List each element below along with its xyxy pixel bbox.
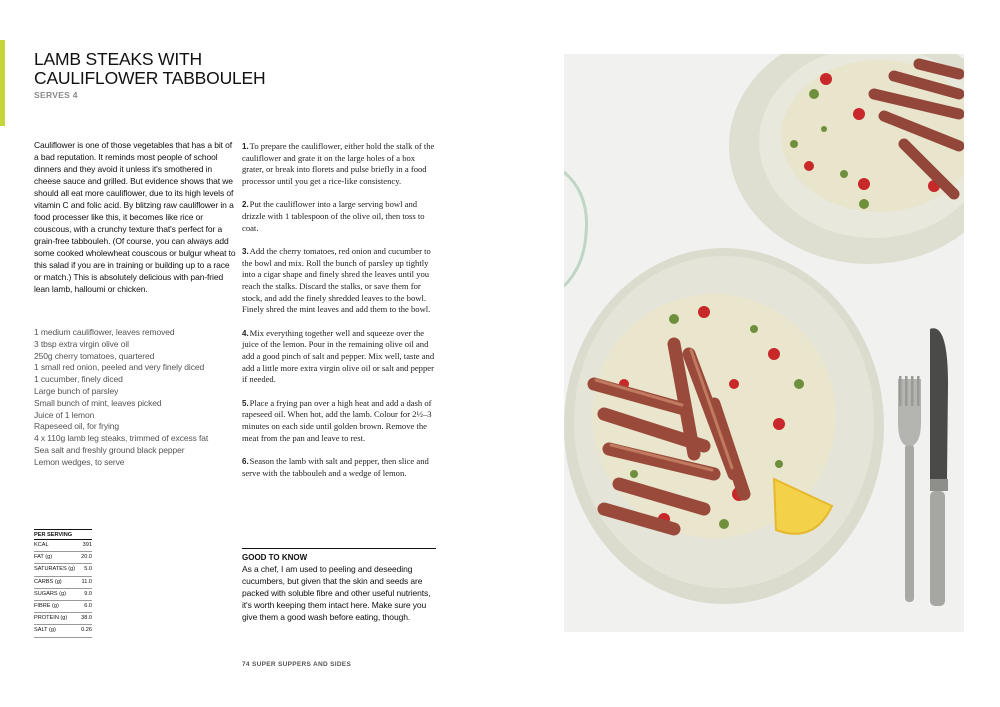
ingredients-list [34,327,244,469]
nutrition-row [34,625,92,637]
nutrition-label: CARBS (g) [34,578,62,585]
ingredient-item: 1 medium cauliflower, leaves removed [34,327,175,337]
recipe-title [34,50,265,88]
nutrition-row [34,577,92,589]
step-number: 4. [242,328,249,338]
nutrition-label: SUGARS (g) [34,590,67,597]
method-step [242,141,438,188]
nutrition-value: 9.0 [84,590,92,597]
nutrition-label: FIBRE (g) [34,602,59,609]
ingredient-item: 3 tbsp extra virgin olive oil [34,338,129,349]
method-step [242,199,438,234]
step-text: To prepare the cauliflower, either hold the stalk of the cauliflower and grate it on the large holes of a box grater, or break into florets and pulse briefly in a food processor until you get a rice-like consistency. [242,141,435,187]
main-plate [564,248,884,604]
page-number: 74 [242,661,250,668]
step-text: Mix everything together well and squeeze over the juice of the lemon. Pour in the remaining olive oil and add a good pinch of salt and pepper. Mix well, taste and add a little more extra virgin olive oil or salt and pepper if needed. [242,327,435,385]
step-text: Put the cauliflower into a large serving bowl and drizzle with 1 tablespoon of the olive oil, then toss to coat. [242,199,425,233]
ingredient-item: Juice of 1 lemon [34,409,95,420]
ingredient-item: Small bunch of mint, leaves picked [34,397,162,408]
ingredient-item: 1 small red onion, peeled and very finely diced [34,362,205,373]
nutrition-row [34,552,92,564]
step-text: Season the lamb with salt and pepper, then slice and serve with the tabbouleh and a wedge of lemon. [242,455,429,478]
method-step [242,328,438,387]
nutrition-heading: PER SERVING [34,529,92,540]
good-to-know-title: GOOD TO KNOW [242,553,308,562]
method-step [242,456,438,479]
step-number: 1. [242,142,249,151]
nutrition-label: SALT (g) [34,627,56,634]
nutrition-table [34,529,92,638]
nutrition-label: PROTEIN (g) [34,615,68,622]
ingredient-item: Lemon wedges, to serve [34,456,125,467]
recipe-title-line1: LAMB STEAKS WITH [34,49,202,69]
step-number: 3. [242,246,249,256]
nutrition-value: 6.0 [84,602,92,609]
nutrition-label: SATURATES (g) [34,566,76,573]
nutrition-row [34,540,92,552]
step-text: Add the cherry tomatoes, red onion and cucumber to the bowl and mix. Roll the bunch of parsley up tightly into a cigar shape and finely shred the leaves until you reach the stalks. Discard the stalks, or save them for stock, and add the finely shredded leaves to the bowl. Finely shred the mint leaves and add them to the bowl. [242,245,431,315]
good-to-know-text: As a chef, I am used to peeling and deseeding cucumbers, but given that the skin and seeds are packed with soluble fibre and other useful nutrients, it's worth keeping them intact here. Make sure you give them a good wash before eating, though. [242,564,431,622]
ingredient-item: 1 cucumber, finely diced [34,374,123,385]
accent-bar [0,40,5,126]
nutrition-value: 38.0 [81,615,92,622]
method-step [242,246,438,316]
step-number: 2. [242,200,249,210]
method-step [242,398,438,445]
nutrition-label: FAT (g) [34,554,53,561]
nutrition-value: 5.0 [84,566,92,573]
recipe-photo-illustration [564,54,964,632]
nutrition-row [34,564,92,576]
nutrition-row [34,601,92,613]
recipe-title-line2: CAULIFLOWER TABBOULEH [34,68,266,88]
step-text: Place a frying pan over a high heat and add a dash of rapeseed oil. When hot, add the lamb. Colour for 2½–3 minutes on each side until golden brown. Remove the meat from the pan and leave to rest. [242,397,432,443]
ingredient-item: 4 x 110g lamb leg steaks, trimmed of excess fat [34,433,209,444]
serves-label: SERVES 4 [34,90,78,100]
ingredient-item: 250g cherry tomatoes, quartered [34,350,155,361]
ingredient-item: Sea salt and freshly ground black pepper [34,444,185,455]
recipe-intro: Cauliflower is one of those vegetables that has a bit of a bad reputation. It reminds most people of school dinners and they avoid it unless it's smothered in cheese sauce and grilled. But evidence shows that we should all eat more cauliflower, due to its high levels of vitamin C and folic acid. By blitzing raw cauliflower in a food processer like this, it becomes like rice or couscous, with a crunchy texture that's perfect for a grain-free tabbouleh. (Of course, you can always add some cooked wholewheat couscous or bulgur wheat to this salad if you are in training or building up to a race or match.) This is absolutely delicious with pan-fried lean lamb, halloumi or chicken. [34,140,236,294]
nutrition-value: 391 [82,542,92,548]
method-steps [242,141,438,491]
section-name: SUPER SUPPERS AND SIDES [251,661,352,668]
nutrition-row [34,589,92,601]
step-number: 5. [242,398,249,408]
step-number: 6. [242,456,249,466]
good-to-know-box [242,548,436,623]
ingredient-item: Large bunch of parsley [34,385,119,396]
page-footer [242,661,351,668]
nutrition-label: KCAL [34,542,49,548]
nutrition-value: 0.26 [81,627,92,634]
nutrition-row [34,613,92,625]
nutrition-value: 11.0 [81,578,92,585]
nutrition-value: 20.0 [81,554,92,561]
ingredient-item: Rapeseed oil, for frying [34,421,120,432]
recipe-photo [564,54,964,632]
